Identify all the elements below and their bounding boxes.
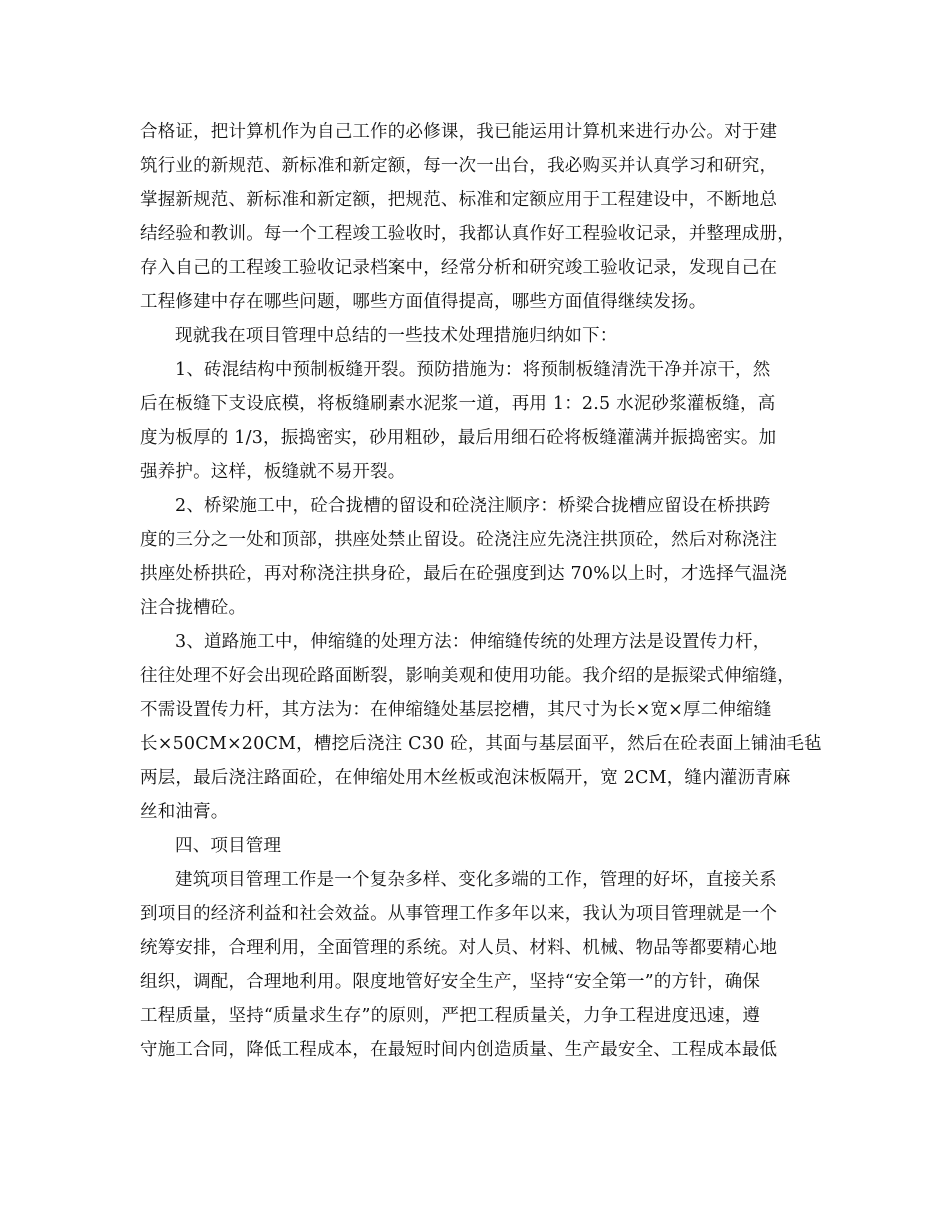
text-line: 两层，最后浇注路面砼，在伸缩处用木丝板或泡沫板隔开，宽 2CM，缝内灌沥青麻 [140, 768, 791, 788]
text-line: 统筹安排，合理利用，全面管理的系统。对人员、材料、机械、物品等都要精心地 [140, 938, 778, 958]
paragraph-first-line: 建筑项目管理工作是一个复杂多样、变化多端的工作，管理的好坏，直接关系 [175, 870, 777, 890]
text-line: 掌握新规范、新标准和新定额，把规范、标准和定额应用于工程建设中，不断地总 [140, 190, 778, 210]
text-line: 组织，调配，合理地利用。限度地管好安全生产，坚持“安全第一”的方针，确保 [140, 972, 761, 992]
text-line: 度为板厚的 1/3，振捣密实，砂用粗砂，最后用细石砼将板缝灌满并振捣密实。加 [140, 428, 777, 448]
text-line: 不需设置传力杆，其方法为：在伸缩缝处基层挖槽，其尺寸为长×宽×厚二伸缩缝 [140, 700, 772, 720]
text-line: 拱座处桥拱砼，再对称浇注拱身砼，最后在砼强度到达 70%以上时，才选择气温浇 [140, 564, 788, 584]
text-line: 长×50CM×20CM，槽挖后浇注 C30 砼，其面与基层面平，然后在砼表面上铺油毛毡 [140, 734, 822, 754]
paragraph-first-line: 3、道路施工中，伸缩缝的处理方法：伸缩缝传统的处理方法是设置传力杆， [175, 632, 771, 652]
text-line: 度的三分之一处和顶部，拱座处禁止留设。砼浇注应先浇注拱顶砼，然后对称浇注 [140, 530, 778, 550]
text-line: 强养护。这样，板缝就不易开裂。 [140, 462, 406, 482]
text-line: 结经验和教训。每一个工程竣工验收时，我都认真作好工程验收记录，并整理成册， [140, 224, 795, 244]
text-line: 工程修建中存在哪些问题，哪些方面值得提高，哪些方面值得继续发扬。 [140, 292, 707, 312]
text-line: 到项目的经济利益和社会效益。从事管理工作多年以来，我认为项目管理就是一个 [140, 904, 778, 924]
text-line: 注合拢槽砼。 [140, 598, 247, 618]
text-line: 丝和油膏。 [140, 802, 229, 822]
paragraph-first-line: 2、桥梁施工中，砼合拢槽的留设和砼浇注顺序：桥梁合拢槽应留设在桥拱跨 [175, 496, 771, 516]
section-heading: 四、项目管理 [175, 836, 282, 856]
paragraph-first-line: 现就我在项目管理中总结的一些技术处理措施归纳如下： [175, 326, 618, 346]
paragraph-first-line: 1、砖混结构中预制板缝开裂。预防措施为：将预制板缝清洗干净并凉干，然 [175, 360, 771, 380]
text-line: 工程质量，坚持“质量求生存”的原则，严把工程质量关，力争工程进度迅速，遵 [140, 1006, 761, 1026]
text-line: 筑行业的新规范、新标准和新定额，每一次一出台，我必购买并认真学习和研究， [140, 156, 778, 176]
text-line: 存入自己的工程竣工验收记录档案中，经常分析和研究竣工验收记录，发现自己在 [140, 258, 778, 278]
text-line: 守施工合同，降低工程成本，在最短时间内创造质量、生产最安全、工程成本最低 [140, 1040, 778, 1060]
text-line: 往往处理不好会出现砼路面断裂，影响美观和使用功能。我介绍的是振梁式伸缩缝， [140, 666, 795, 686]
text-line: 后在板缝下支设底模，将板缝刷素水泥浆一道，再用 1：2.5 水泥砂浆灌板缝，高 [140, 394, 776, 414]
text-line: 合格证，把计算机作为自己工作的必修课，我已能运用计算机来进行办公。对于建 [140, 122, 778, 142]
